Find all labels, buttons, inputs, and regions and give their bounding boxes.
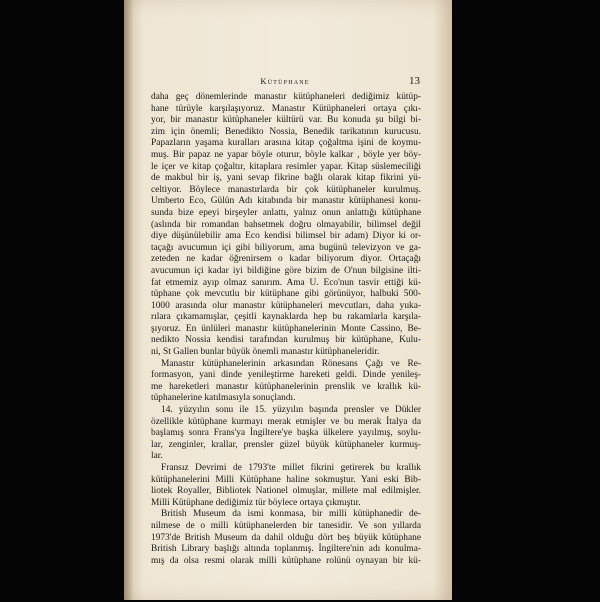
text-line: celtiyor. Böylece manastırlarda bir çok kütüphaneler kurulmuş.: [151, 184, 421, 195]
text-line: Manastır kütüphanelerinin arkasından Rönesans Çağı ve Re-: [161, 358, 421, 369]
text-line: 1000 arasında olur manastır kütüphaneleri mevcutları, daha yuka-: [151, 300, 421, 311]
text-line: Umberto Eco, Gülün Adı kitabında bir manastır kütüphanesi konu-: [151, 196, 421, 207]
paragraph: [151, 359, 421, 405]
text-line: kütüphanelerini Milli Kütüphane haline sokmuştur. Yani eski Bib-: [151, 474, 421, 485]
chapter-title: Kütüphane: [260, 76, 310, 86]
paragraph: [151, 92, 421, 359]
paragraph: [151, 405, 421, 463]
paragraph: [151, 509, 421, 567]
text-line: başlamış sonra Frans'ya İngiltere'ye başka ülkelere yayılmış, soylu-: [151, 428, 421, 439]
text-line: rılara çıkamamışlar, çeşitli kaynaklarda hep bu rakamlarla karşıla-: [151, 312, 421, 323]
paragraph: [151, 463, 421, 509]
text-line: taçağı avucumun içi gibi biliyorum, ama bugünü televizyon ve ga-: [151, 242, 421, 253]
text-line: le içer ve kitap çoğaltır, kitaplara resimler yapar. Kitap süslemeciliği: [151, 161, 421, 172]
text-line: de makbul bir iş, yani sevap fikrine bağlı olarak kitap fikrini yü-: [151, 173, 421, 184]
text-line: avucumun içi kadar iyi bildiğine göre bizim de O'nun bilgisine ilti-: [151, 265, 421, 276]
text-line: hane türüyle karşılaşıyoruz. Manastır Kütüphaneleri ortaya çıkı-: [151, 103, 421, 114]
text-line: 1973'de British Museum da dahil olduğu dört beş büyük kütüphane: [151, 532, 421, 543]
text-line: tüphanelerine katılmasıyla sonuçlandı.: [151, 393, 296, 404]
text-line: muş. Bir papaz ne yapar böyle oturur, böyle kalkar , böyle yer böy-: [151, 149, 421, 160]
text-line: yor, bir manastır kütüphaneler kültürü var. Bu konuda şu bilgi bi-: [151, 115, 421, 126]
text-line: özellikle kütüphane kurmayı merak etmişler ve bu merak İtalya da: [151, 416, 421, 427]
text-line: me hareketleri manastır kütüphanelerinin prenslik ve krallık kü-: [151, 381, 421, 392]
running-head: [150, 76, 420, 90]
text-line: diye düşünülebilir ama Eco kendisi bilimsel bir adam) Diyor ki or-: [151, 231, 421, 242]
spine-shadow: [124, 0, 134, 600]
text-line: (aslında bir romandan bahsetmek doğru olmayabilir, bilimsel değil: [151, 219, 421, 230]
text-line: tüphane çok mevcutlu bir kütüphane gibi görünüyor, halbuki 500-: [151, 289, 421, 300]
text-line: formasyon, yani dinde yenileştirme hareketi geldi. Dinde yenileş-: [151, 370, 421, 381]
text-line: Fransız Devrimi de 1793'te millet fikrini getirerek bu krallık: [161, 463, 421, 473]
body-text: [151, 92, 421, 602]
page-number: 13: [409, 75, 420, 87]
text-line: liotek Royaller, Bibliotek Nationel olmuşlar, millete mal edilmişler.: [151, 486, 421, 497]
text-line: zim için önemli; Benedikto Nossia, Benedik tarikatının kurucusu.: [151, 126, 421, 137]
text-line: zeteden ne kadar öğrenirsem o kadar biliyorum diyor. Ortaçağı: [151, 254, 421, 265]
text-line: British Library başlığı altında toplanmış. İngiltere'nin adı konulma-: [151, 544, 421, 555]
text-line: nedikto Nossia kendisi tarafından kurulmuş bir kütüphane, Kulu-: [151, 335, 421, 346]
text-line: lar, zenginler, krallar, prensler güzel büyük kütüphaneler kurmuş-: [151, 439, 421, 450]
text-line: ni, St Gallen bunlar büyük önemli manastır kütüphaneleridir.: [151, 347, 380, 358]
text-line: Papazların yaşama kuralları arasına kitap çoğaltma işini de koymu-: [151, 138, 421, 149]
text-line: nilmese de o milli kütüphanelerden bir tanesidir. Ve son yıllarda: [151, 520, 421, 531]
text-line: 14. yüzyılın sonu ile 15. yüzyılın başında prensler ve Dükler: [161, 405, 421, 416]
text-line: fat etmemiz ayıp olmaz sanırım. Ama U. Eco'nun tasvir ettiği kü-: [151, 277, 421, 288]
text-line: daha geç dönemlerinde manastır kütüphaneleri dediğimiz kütüp-: [151, 92, 421, 102]
text-line: mış da olsa resmi olarak milli kütüphane rolünü oynayan bir kü-: [151, 555, 421, 566]
text-line: sunda bize epeyi birşeyler anlattı, yalnız onun anlattığı kütüphane: [151, 207, 421, 218]
text-line: Milli Kütüphane dediğimiz tür böylece ortaya çıkmıştır.: [151, 497, 361, 508]
text-line: British Museum da ismi konmasa, bir milli kütüphanedir de-: [161, 509, 421, 520]
text-line: şıyoruz. En ünlüleri manastır kütüphanelerinin Monte Cassino, Be-: [151, 323, 421, 334]
text-line: lar.: [151, 451, 163, 462]
